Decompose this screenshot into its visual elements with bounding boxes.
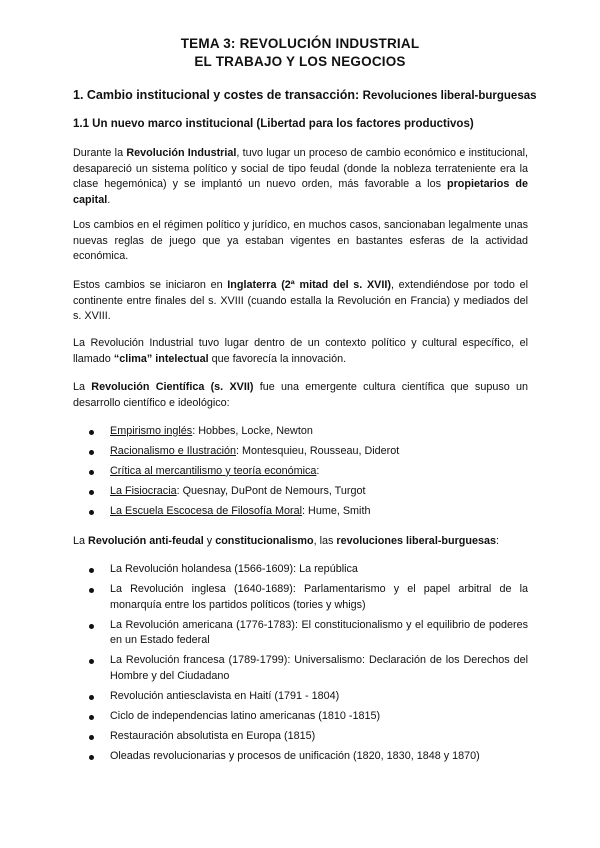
list-item-underlined: La Escuela Escocesa de Filosofía Moral <box>110 504 303 517</box>
list-item-text: Oleadas revolucionarias y procesos de unificación (1820, 1830, 1848 y 1870) <box>110 750 480 763</box>
bullet-icon <box>89 470 94 475</box>
list-item-underlined: Racionalismo e Ilustración <box>110 444 237 457</box>
p3-bold-1: Inglaterra (2ª mitad del s. XVII) <box>227 279 391 291</box>
list-item-underlined: Crítica al mercantilismo y teoría económica <box>110 464 317 477</box>
bullet-icon <box>89 568 94 573</box>
paragraph-6 <box>73 534 528 550</box>
bullet-icon <box>89 695 94 700</box>
p1-bold-1: Revolución Industrial <box>126 147 237 159</box>
list-item-text: : Hobbes, Locke, Newton <box>192 425 313 437</box>
p6-text-1: La <box>73 535 89 547</box>
bullet-icon <box>89 490 94 495</box>
p4-bold-1: “clima” intelectual <box>113 352 209 365</box>
p3-text-2: , extendiéndose por todo el continente entre finales del s. XVIII (cuando estalla la Revolución en Francia) y mediados del s. XVIII. <box>73 279 528 323</box>
list-item-underlined: La Fisiocracia <box>110 484 177 497</box>
p6-text-3: , las <box>313 535 337 547</box>
bullet-icon <box>89 588 94 593</box>
list-item-text: La Revolución inglesa (1640-1689): Parlamentarismo y el papel arbitral de la monarquía entre los partidos políticos (tories y whigs) <box>110 583 528 611</box>
bullet-icon <box>89 450 94 455</box>
list-item-text: : <box>316 464 320 477</box>
paragraph-5 <box>73 380 528 411</box>
p5-bold-1: Revolución Científica (s. XVII) <box>91 381 254 393</box>
revolutions-list <box>73 562 528 770</box>
p5-text-2: fue una emergente cultura científica que supuso un desarrollo científico e ideológico: <box>73 381 529 409</box>
list-item <box>73 444 528 460</box>
list-item <box>73 504 528 520</box>
list-item <box>73 749 528 765</box>
list-item <box>73 653 528 684</box>
list-item-text: : Quesnay, DuPont de Nemours, Turgot <box>176 484 366 497</box>
list-item <box>73 464 528 480</box>
p1-bold-2: propietarios de capital <box>73 178 528 206</box>
p1-text-3: . <box>107 193 111 206</box>
list-item <box>73 484 528 500</box>
title-line-1: TEMA 3: REVOLUCIÓN INDUSTRIAL <box>180 36 420 51</box>
list-item-text: : Montesquieu, Rousseau, Diderot <box>236 444 400 457</box>
section-1-heading-main: 1. Cambio institucional y costes de transacción: <box>73 88 363 102</box>
influences-list <box>73 424 528 523</box>
bullet-icon <box>89 755 94 760</box>
p6-bold-3: revoluciones liberal-burguesas <box>336 535 497 547</box>
section-1-heading-sub: Revoluciones liberal-burguesas <box>362 90 537 102</box>
list-item-text: La Revolución americana (1776-1783): El constitucionalismo y el equilibrio de poderes en un Estado federal <box>110 618 528 647</box>
bullet-icon <box>89 624 94 629</box>
p1-text-1: Durante la <box>73 147 127 159</box>
list-item <box>73 729 528 745</box>
p4-text-1: La Revolución Industrial tuvo lugar dentro de un contexto político y cultural específico, el llamado <box>73 337 528 365</box>
list-item-text: : Hume, Smith <box>302 504 371 517</box>
list-item <box>73 582 528 613</box>
section-1-1-heading: 1.1 Un nuevo marco institucional (Libertad para los factores productivos) <box>73 118 474 130</box>
p6-bold-1: Revolución anti-feudal <box>88 535 204 547</box>
list-item-text: Restauración absolutista en Europa (1815) <box>110 730 316 743</box>
list-item <box>73 562 528 578</box>
list-item-text: La Revolución holandesa (1566-1609): La república <box>110 563 358 575</box>
bullet-icon <box>89 659 94 664</box>
list-item <box>73 618 528 649</box>
title-line-2: EL TRABAJO Y LOS NEGOCIOS <box>194 54 406 69</box>
paragraph-2: Los cambios en el régimen político y jurídico, en muchos casos, sancionaban legalmente unas nuevas reglas de juego que ya estaban vigentes en bastantes esferas de la actividad económica. <box>73 219 528 263</box>
bullet-icon <box>89 510 94 515</box>
p4-text-2: que favorecía la innovación. <box>208 352 347 365</box>
list-item <box>73 424 528 440</box>
p1-text-2: , tuvo lugar un proceso de cambio económico e institucional, desapareció un sistema político y social de tipo feudal (donde la nobleza terrateniente era la clase hegemónica) y se implantó un nuevo orden, más favorable a los <box>73 147 528 191</box>
list-item-text: Revolución antiesclavista en Haití (1791 - 1804) <box>110 690 340 703</box>
paragraph-1 <box>73 146 528 208</box>
bullet-icon <box>89 430 94 435</box>
bullet-icon <box>89 735 94 740</box>
p3-text-1: Estos cambios se iniciaron en <box>73 279 228 291</box>
list-item-underlined: Empirismo inglés <box>110 425 193 437</box>
p5-text-1: La <box>73 381 92 393</box>
paragraph-4 <box>73 336 528 367</box>
list-item-text: Ciclo de independencias latino americanas (1810 -1815) <box>110 710 381 723</box>
section-1-heading <box>73 88 537 102</box>
list-item-text: La Revolución francesa (1789-1799): Universalismo: Declaración de los Derechos del Hombre y del Ciudadano <box>110 654 528 683</box>
list-item <box>73 689 528 705</box>
paragraph-3 <box>73 278 528 325</box>
list-item <box>73 709 528 725</box>
bullet-icon <box>89 715 94 720</box>
p6-text-2: y <box>203 535 216 547</box>
p6-text-4: : <box>496 535 500 547</box>
p6-bold-2: constitucionalismo <box>215 535 314 547</box>
